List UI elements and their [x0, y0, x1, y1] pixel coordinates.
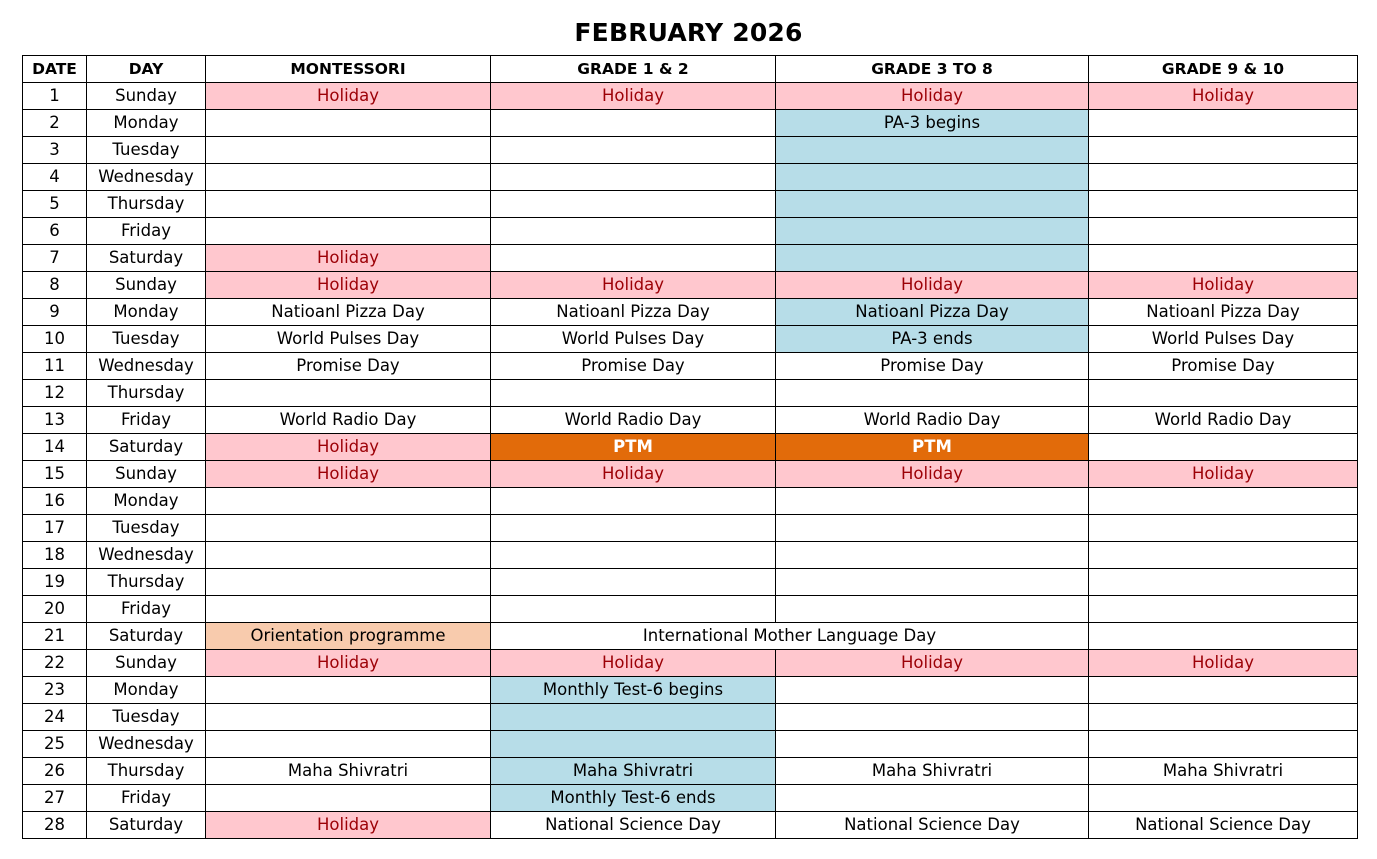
date-cell: 11 — [23, 353, 87, 380]
grade-9-10-cell — [1089, 569, 1358, 596]
grade-1-2-cell: Monthly Test-6 ends — [491, 785, 776, 812]
table-row — [23, 569, 1358, 596]
table-row — [23, 326, 1358, 353]
grade-3-8-cell — [776, 542, 1089, 569]
header-grade-9-10: GRADE 9 & 10 — [1089, 56, 1358, 83]
grade-3-8-cell — [776, 164, 1089, 191]
montessori-cell — [206, 488, 491, 515]
table-row — [23, 704, 1358, 731]
grade-9-10-cell — [1089, 110, 1358, 137]
header-grade-3-8: GRADE 3 TO 8 — [776, 56, 1089, 83]
day-cell: Friday — [87, 785, 206, 812]
date-cell: 12 — [23, 380, 87, 407]
table-row — [23, 812, 1358, 839]
day-cell: Saturday — [87, 434, 206, 461]
grade-9-10-cell — [1089, 596, 1358, 623]
montessori-cell: Holiday — [206, 272, 491, 299]
montessori-cell — [206, 785, 491, 812]
grade-3-8-cell — [776, 137, 1089, 164]
day-cell: Monday — [87, 110, 206, 137]
grade-1-2-cell: Holiday — [491, 272, 776, 299]
montessori-cell — [206, 515, 491, 542]
grade-1-2-cell: PTM — [491, 434, 776, 461]
grade-1-2-cell — [491, 137, 776, 164]
date-cell: 1 — [23, 83, 87, 110]
grade-3-8-cell — [776, 488, 1089, 515]
table-row — [23, 245, 1358, 272]
table-row — [23, 758, 1358, 785]
day-cell: Sunday — [87, 83, 206, 110]
grade-3-8-cell — [776, 731, 1089, 758]
table-row — [23, 272, 1358, 299]
date-cell: 3 — [23, 137, 87, 164]
montessori-cell: Holiday — [206, 434, 491, 461]
day-cell: Tuesday — [87, 515, 206, 542]
grade-9-10-cell — [1089, 515, 1358, 542]
date-cell: 10 — [23, 326, 87, 353]
montessori-cell — [206, 164, 491, 191]
grade-3-8-cell — [776, 380, 1089, 407]
table-row — [23, 461, 1358, 488]
grade-1-2-cell: Natioanl Pizza Day — [491, 299, 776, 326]
day-cell: Wednesday — [87, 164, 206, 191]
calendar-table — [22, 55, 1358, 839]
montessori-cell: Promise Day — [206, 353, 491, 380]
grade-9-10-cell: Holiday — [1089, 461, 1358, 488]
montessori-cell — [206, 191, 491, 218]
montessori-cell: Maha Shivratri — [206, 758, 491, 785]
day-cell: Wednesday — [87, 353, 206, 380]
grade-1-2-cell: Holiday — [491, 83, 776, 110]
day-cell: Thursday — [87, 758, 206, 785]
grade-3-8-cell: Holiday — [776, 272, 1089, 299]
day-cell: Friday — [87, 596, 206, 623]
grade-9-10-cell — [1089, 434, 1358, 461]
day-cell: Tuesday — [87, 704, 206, 731]
montessori-cell — [206, 704, 491, 731]
montessori-cell — [206, 542, 491, 569]
grade-1-2-cell — [491, 110, 776, 137]
day-cell: Sunday — [87, 272, 206, 299]
table-row — [23, 407, 1358, 434]
grade-9-10-cell: Holiday — [1089, 83, 1358, 110]
day-cell: Sunday — [87, 650, 206, 677]
date-cell: 18 — [23, 542, 87, 569]
day-cell: Saturday — [87, 812, 206, 839]
grade-9-10-cell — [1089, 704, 1358, 731]
header-montessori: MONTESSORI — [206, 56, 491, 83]
date-cell: 26 — [23, 758, 87, 785]
montessori-cell — [206, 731, 491, 758]
date-cell: 17 — [23, 515, 87, 542]
montessori-cell — [206, 677, 491, 704]
day-cell: Tuesday — [87, 326, 206, 353]
grade-3-8-cell — [776, 785, 1089, 812]
day-cell: Friday — [87, 407, 206, 434]
table-row — [23, 218, 1358, 245]
montessori-cell — [206, 380, 491, 407]
date-cell: 13 — [23, 407, 87, 434]
grade-1-2-cell — [491, 515, 776, 542]
table-row — [23, 299, 1358, 326]
grade-1-2-cell: Holiday — [491, 650, 776, 677]
table-row — [23, 164, 1358, 191]
grade-3-8-cell: Holiday — [776, 461, 1089, 488]
montessori-cell — [206, 218, 491, 245]
calendar-title: FEBRUARY 2026 — [574, 18, 803, 47]
day-cell: Wednesday — [87, 731, 206, 758]
grade-9-10-cell — [1089, 218, 1358, 245]
grade-9-10-cell: World Pulses Day — [1089, 326, 1358, 353]
montessori-cell: Holiday — [206, 83, 491, 110]
table-row — [23, 488, 1358, 515]
day-cell: Thursday — [87, 569, 206, 596]
montessori-cell: Natioanl Pizza Day — [206, 299, 491, 326]
table-row — [23, 434, 1358, 461]
grade-9-10-cell — [1089, 731, 1358, 758]
grade-3-8-cell: PTM — [776, 434, 1089, 461]
grade-9-10-cell: Holiday — [1089, 272, 1358, 299]
grade-1-2-cell — [491, 596, 776, 623]
table-row — [23, 596, 1358, 623]
grade-3-8-cell: Natioanl Pizza Day — [776, 299, 1089, 326]
montessori-cell: World Pulses Day — [206, 326, 491, 353]
grade-3-8-cell — [776, 596, 1089, 623]
grade-9-10-cell: Promise Day — [1089, 353, 1358, 380]
day-cell: Thursday — [87, 191, 206, 218]
date-cell: 25 — [23, 731, 87, 758]
header-day: DAY — [87, 56, 206, 83]
grade-1-2-cell: Holiday — [491, 461, 776, 488]
header-row — [23, 56, 1358, 83]
grade-9-10-cell — [1089, 380, 1358, 407]
date-cell: 23 — [23, 677, 87, 704]
grade-3-8-cell — [776, 569, 1089, 596]
grade-9-10-cell — [1089, 623, 1358, 650]
grade-9-10-cell — [1089, 785, 1358, 812]
grade-3-8-cell: PA-3 begins — [776, 110, 1089, 137]
grade-1-2-cell — [491, 704, 776, 731]
grade-3-8-cell — [776, 677, 1089, 704]
grade-3-8-cell: Maha Shivratri — [776, 758, 1089, 785]
table-row — [23, 785, 1358, 812]
day-cell: Thursday — [87, 380, 206, 407]
grade-1-2-cell — [491, 380, 776, 407]
grade-9-10-cell — [1089, 137, 1358, 164]
date-cell: 19 — [23, 569, 87, 596]
grade-3-8-cell: Holiday — [776, 650, 1089, 677]
grade-9-10-cell: Natioanl Pizza Day — [1089, 299, 1358, 326]
grade-1-2-cell: World Radio Day — [491, 407, 776, 434]
grade-9-10-cell — [1089, 542, 1358, 569]
montessori-cell: Orientation programme — [206, 623, 491, 650]
montessori-cell: Holiday — [206, 245, 491, 272]
date-cell: 14 — [23, 434, 87, 461]
day-cell: Wednesday — [87, 542, 206, 569]
table-row — [23, 515, 1358, 542]
date-cell: 20 — [23, 596, 87, 623]
day-cell: Tuesday — [87, 137, 206, 164]
date-cell: 27 — [23, 785, 87, 812]
date-cell: 15 — [23, 461, 87, 488]
day-cell: Monday — [87, 299, 206, 326]
date-cell: 4 — [23, 164, 87, 191]
day-cell: Monday — [87, 488, 206, 515]
grade-9-10-cell: Holiday — [1089, 650, 1358, 677]
table-row — [23, 542, 1358, 569]
grade-1-2-cell — [491, 164, 776, 191]
grade-3-8-cell — [776, 704, 1089, 731]
montessori-cell — [206, 137, 491, 164]
grade-9-10-cell: Maha Shivratri — [1089, 758, 1358, 785]
grade-3-8-cell: World Radio Day — [776, 407, 1089, 434]
grade-9-10-cell — [1089, 677, 1358, 704]
date-cell: 5 — [23, 191, 87, 218]
grade-9-10-cell: World Radio Day — [1089, 407, 1358, 434]
grade-3-8-cell — [776, 245, 1089, 272]
grade-3-8-cell — [776, 515, 1089, 542]
calendar-body — [23, 83, 1358, 839]
header-date: DATE — [23, 56, 87, 83]
table-row — [23, 83, 1358, 110]
date-cell: 21 — [23, 623, 87, 650]
grade-9-10-cell — [1089, 191, 1358, 218]
date-cell: 9 — [23, 299, 87, 326]
montessori-cell — [206, 596, 491, 623]
montessori-cell: Holiday — [206, 650, 491, 677]
table-row — [23, 731, 1358, 758]
grade-1-2-cell — [491, 245, 776, 272]
table-row — [23, 191, 1358, 218]
date-cell: 22 — [23, 650, 87, 677]
day-cell: Saturday — [87, 623, 206, 650]
grade-1-2-cell: Maha Shivratri — [491, 758, 776, 785]
table-row — [23, 380, 1358, 407]
day-cell: Saturday — [87, 245, 206, 272]
grade-1-2-cell — [491, 488, 776, 515]
grade-9-10-cell — [1089, 245, 1358, 272]
grade-1-2-cell — [491, 542, 776, 569]
grade-3-8-cell: Holiday — [776, 83, 1089, 110]
montessori-cell: Holiday — [206, 812, 491, 839]
header-grade-1-2: GRADE 1 & 2 — [491, 56, 776, 83]
montessori-cell — [206, 569, 491, 596]
date-cell: 2 — [23, 110, 87, 137]
grade-9-10-cell — [1089, 164, 1358, 191]
table-row — [23, 650, 1358, 677]
grade-3-8-cell: PA-3 ends — [776, 326, 1089, 353]
grade-3-8-cell: Promise Day — [776, 353, 1089, 380]
date-cell: 7 — [23, 245, 87, 272]
date-cell: 8 — [23, 272, 87, 299]
grade-1-2-cell: World Pulses Day — [491, 326, 776, 353]
montessori-cell — [206, 110, 491, 137]
day-cell: Monday — [87, 677, 206, 704]
grade-9-10-cell — [1089, 488, 1358, 515]
day-cell: Friday — [87, 218, 206, 245]
montessori-cell: Holiday — [206, 461, 491, 488]
grade-1-2-cell — [491, 569, 776, 596]
grade-1-2-cell: Monthly Test-6 begins — [491, 677, 776, 704]
grade-3-8-cell — [776, 218, 1089, 245]
grade-1-2-cell: National Science Day — [491, 812, 776, 839]
grade-3-8-cell — [776, 191, 1089, 218]
table-row — [23, 623, 1358, 650]
merged-cell: International Mother Language Day — [491, 623, 1089, 650]
grade-9-10-cell: National Science Day — [1089, 812, 1358, 839]
grade-1-2-cell — [491, 731, 776, 758]
day-cell: Sunday — [87, 461, 206, 488]
table-row — [23, 353, 1358, 380]
date-cell: 6 — [23, 218, 87, 245]
date-cell: 24 — [23, 704, 87, 731]
grade-1-2-cell: Promise Day — [491, 353, 776, 380]
table-row — [23, 137, 1358, 164]
date-cell: 28 — [23, 812, 87, 839]
montessori-cell: World Radio Day — [206, 407, 491, 434]
table-row — [23, 677, 1358, 704]
table-row — [23, 110, 1358, 137]
grade-3-8-cell: National Science Day — [776, 812, 1089, 839]
date-cell: 16 — [23, 488, 87, 515]
grade-1-2-cell — [491, 191, 776, 218]
grade-1-2-cell — [491, 218, 776, 245]
